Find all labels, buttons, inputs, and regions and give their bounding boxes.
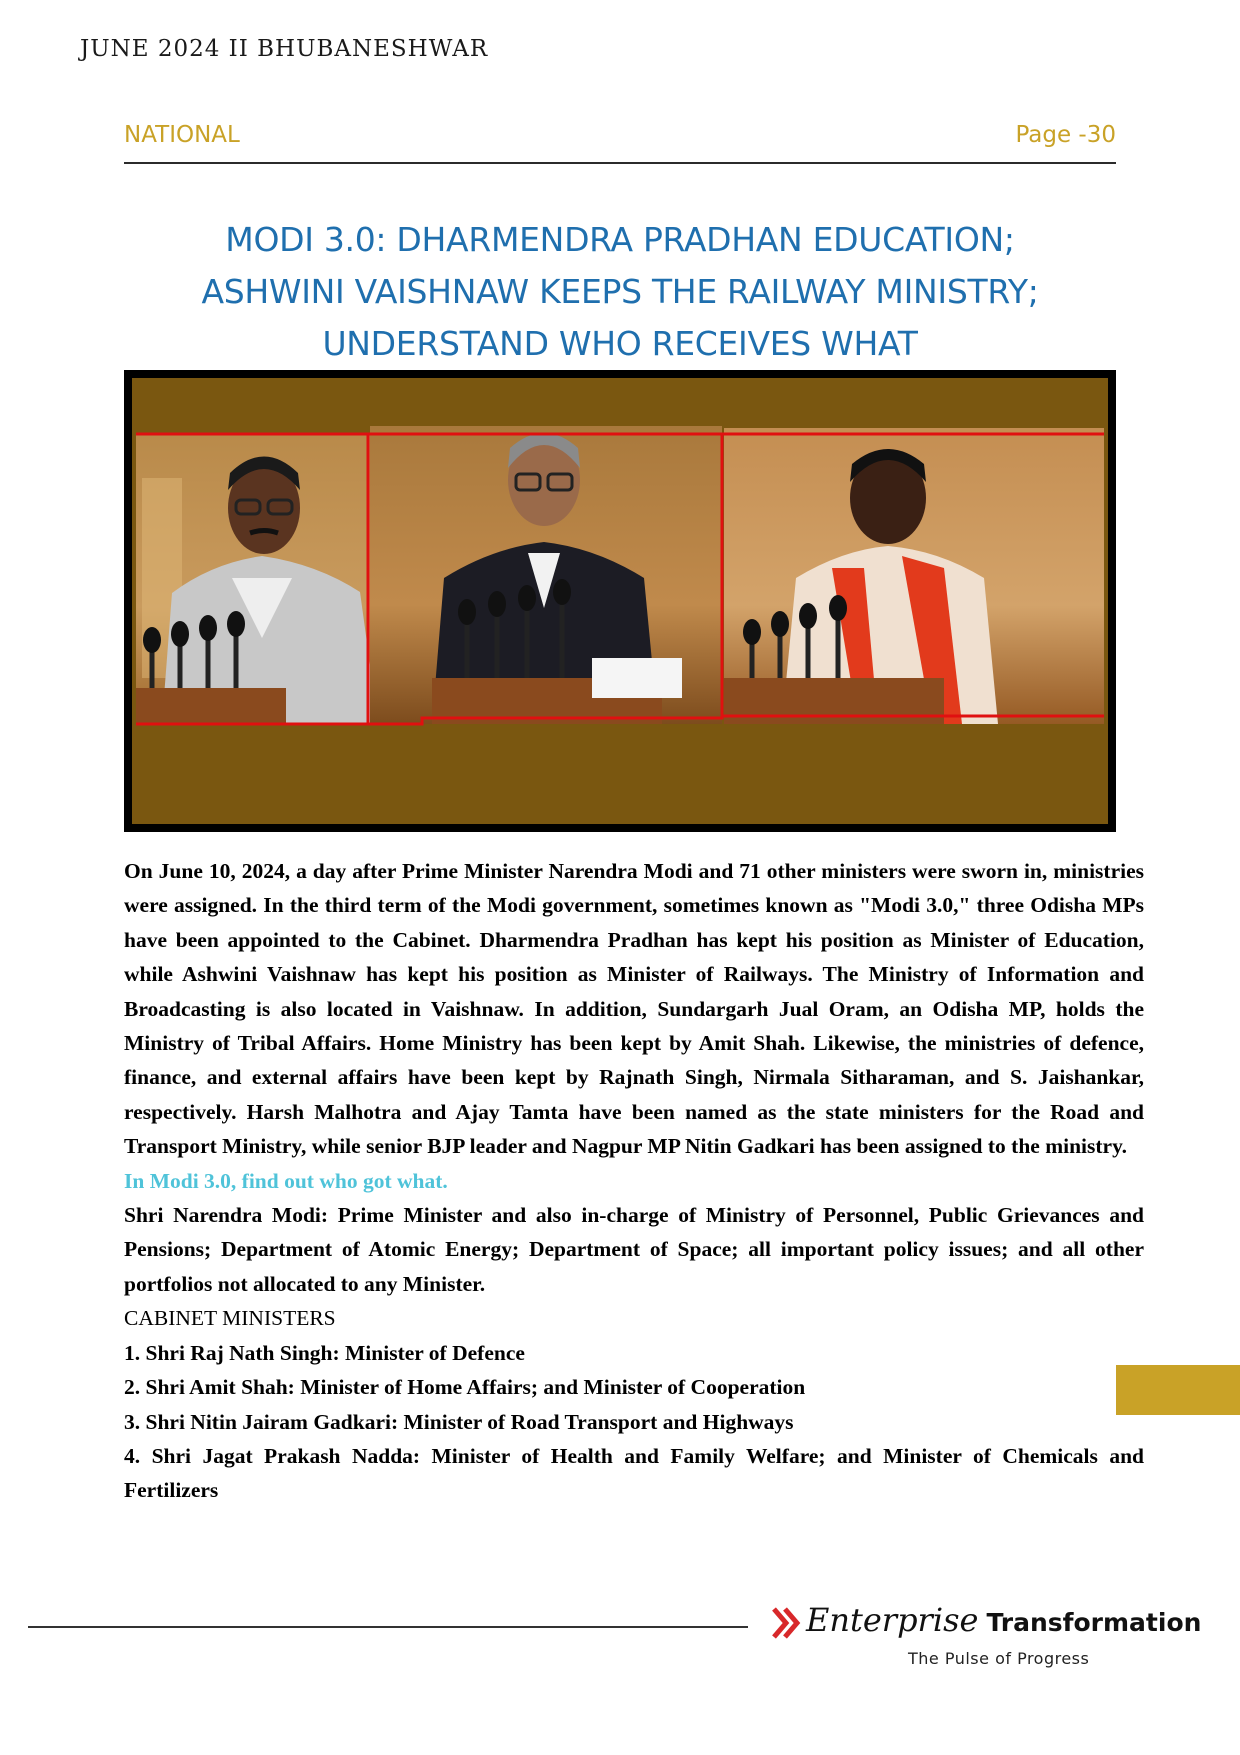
side-gold-tab: [1116, 1365, 1240, 1415]
brand-part-2: Transformation: [986, 1608, 1202, 1637]
photo-panel-middle: [370, 426, 722, 724]
article-pm-portfolio: Shri Narendra Modi: Prime Minister and also in-charge of Ministry of Personnel, Public Grievances and Pensions; Department of Atomic Energy; Department of Space; all important policy issues; and all other portfolios not allocated to any Minister.: [124, 1203, 1144, 1296]
masthead: JUNE 2024 II BHUBANESHWAR: [80, 36, 489, 62]
list-item: 4. Shri Jagat Prakash Nadda: Minister of Health and Family Welfare; and Minister of Chemicals and Fertilizers: [124, 1443, 1144, 1503]
headline-line-3: UNDERSTAND WHO RECEIVES WHAT: [322, 324, 918, 363]
cabinet-list: [124, 1336, 1144, 1508]
article-body: [124, 854, 1144, 1508]
brand-tagline: The Pulse of Progress: [908, 1649, 1090, 1668]
photo-panel-right: [724, 428, 1104, 724]
swearing-in-collage: [132, 378, 1108, 824]
list-item: 3. Shri Nitin Jairam Gadkari: Minister of Road Transport and Highways: [124, 1409, 794, 1434]
double-chevron-logo-icon: [772, 1607, 802, 1639]
footer-brand: [772, 1601, 1212, 1675]
headline-line-2: ASHWINI VAISHNAW KEEPS THE RAILWAY MINISTRY;: [201, 272, 1039, 311]
article-intro: On June 10, 2024, a day after Prime Minister Narendra Modi and 71 other ministers were sworn in, ministries were assigned. In the third term of the Modi government, sometimes known as "Modi 3.0," three Odisha MPs have been appointed to the Cabinet. Dharmendra Pradhan has kept his position as Minister of Education, while Ashwini Vaishnaw has kept his position as Minister of Railways. The Ministry of Information and Broadcasting is also located in Vaishnaw. In addition, Sundargarh Jual Oram, an Odisha MP, holds the Ministry of Tribal Affairs. Home Ministry has been kept by Amit Shah. Likewise, the ministries of defence, finance, and external affairs have been kept by Rajnath Singh, Nirmala Sitharaman, and S. Jaishankar, respectively. Harsh Malhotra and Ajay Tamta have been named as the state ministers for the Road and Transport Ministry, while senior BJP leader and Nagpur MP Nitin Gadkari has been assigned to the ministry.: [124, 859, 1144, 1159]
headline: [124, 214, 1116, 370]
news-photo: [124, 370, 1116, 832]
cabinet-ministers-title: CABINET MINISTERS: [124, 1306, 336, 1331]
list-item: 2. Shri Amit Shah: Minister of Home Affairs; and Minister of Cooperation: [124, 1375, 806, 1400]
photo-panel-left: [136, 434, 394, 723]
page-number: Page -30: [1015, 122, 1116, 148]
section-name: NATIONAL: [124, 122, 240, 148]
headline-line-1: MODI 3.0: DHARMENDRA PRADHAN EDUCATION;: [225, 220, 1015, 259]
photo-collage: [132, 378, 1108, 824]
article-subhead: In Modi 3.0, find out who got what.: [124, 1168, 448, 1193]
brand-part-1: Enterprise: [806, 1601, 979, 1639]
section-header: [124, 122, 1116, 164]
footer-divider: [28, 1626, 748, 1628]
list-item: 1. Shri Raj Nath Singh: Minister of Defence: [124, 1340, 525, 1365]
brand-name: [806, 1601, 1201, 1639]
